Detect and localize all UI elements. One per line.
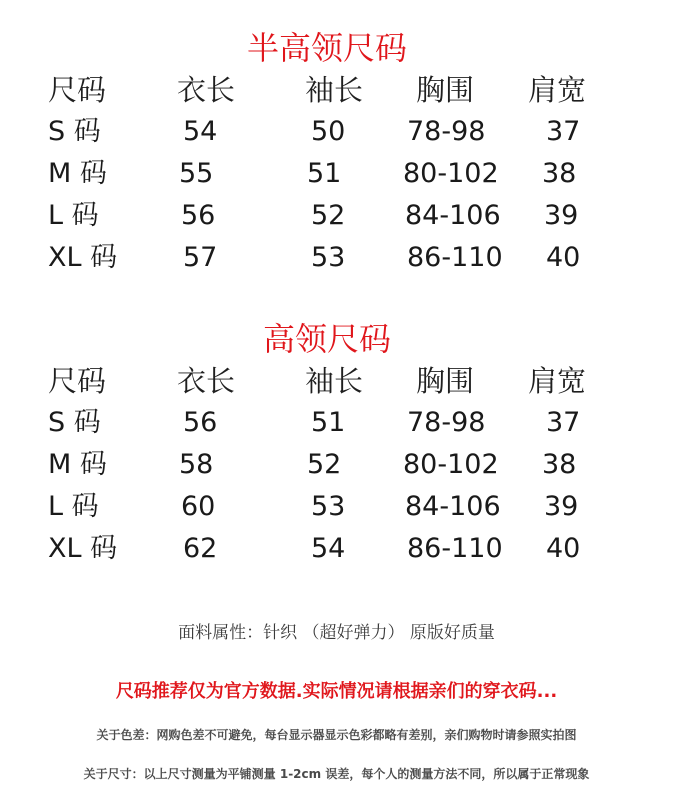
cell-chest: 86-110 [407, 533, 503, 564]
header-chest: 胸围 [416, 364, 475, 398]
cell-shoulder: 38 [542, 158, 577, 189]
cell-chest: 86-110 [407, 242, 503, 273]
table-title: 半高领尺码 [247, 29, 408, 67]
cell-size: S 码 [48, 407, 101, 438]
table-title: 高领尺码 [263, 320, 392, 358]
cell-sleeve: 54 [311, 533, 346, 564]
cell-size: L 码 [48, 200, 99, 231]
header-length: 衣长 [177, 364, 236, 398]
header-size: 尺码 [48, 364, 107, 398]
header-shoulder: 肩宽 [528, 364, 587, 398]
fabric-properties: 面料属性：针织 （超好弹力） 原版好质量 [178, 623, 495, 643]
header-length: 衣长 [177, 73, 236, 107]
cell-shoulder: 40 [546, 533, 581, 564]
cell-size: M 码 [48, 449, 107, 480]
cell-length: 62 [183, 533, 218, 564]
cell-length: 57 [183, 242, 218, 273]
cell-shoulder: 37 [546, 116, 581, 147]
header-size: 尺码 [48, 73, 107, 107]
cell-length: 60 [181, 491, 216, 522]
cell-length: 56 [183, 407, 218, 438]
cell-sleeve: 51 [311, 407, 346, 438]
cell-size: S 码 [48, 116, 101, 147]
cell-sleeve: 52 [311, 200, 346, 231]
cell-shoulder: 40 [546, 242, 581, 273]
cell-shoulder: 39 [544, 491, 579, 522]
cell-chest: 80-102 [403, 158, 499, 189]
cell-sleeve: 52 [307, 449, 342, 480]
color-difference-note: 关于色差：网购色差不可避免，每台显示器显示色彩都略有差别，亲们购物时请参照实拍图 [96, 728, 577, 742]
cell-length: 56 [181, 200, 216, 231]
cell-chest: 78-98 [407, 407, 486, 438]
size-recommendation-notice: 尺码推荐仅为官方数据.实际情况请根据亲们的穿衣码... [115, 681, 558, 702]
cell-shoulder: 37 [546, 407, 581, 438]
header-chest: 胸围 [416, 73, 475, 107]
cell-shoulder: 38 [542, 449, 577, 480]
cell-sleeve: 50 [311, 116, 346, 147]
cell-chest: 80-102 [403, 449, 499, 480]
cell-size: L 码 [48, 491, 99, 522]
cell-size: XL 码 [48, 242, 118, 273]
cell-shoulder: 39 [544, 200, 579, 231]
cell-sleeve: 51 [307, 158, 342, 189]
header-sleeve: 袖长 [305, 73, 364, 107]
cell-size: XL 码 [48, 533, 118, 564]
cell-sleeve: 53 [311, 491, 346, 522]
cell-chest: 84-106 [405, 491, 501, 522]
header-sleeve: 袖长 [305, 364, 364, 398]
cell-size: M 码 [48, 158, 107, 189]
cell-length: 54 [183, 116, 218, 147]
cell-chest: 84-106 [405, 200, 501, 231]
header-shoulder: 肩宽 [528, 73, 587, 107]
cell-length: 55 [179, 158, 214, 189]
cell-sleeve: 53 [311, 242, 346, 273]
cell-chest: 78-98 [407, 116, 486, 147]
cell-length: 58 [179, 449, 214, 480]
size-measurement-note: 关于尺寸：以上尺寸测量为平铺测量 1-2cm 误差，每个人的测量方法不同，所以属于正常现象 [83, 767, 590, 781]
